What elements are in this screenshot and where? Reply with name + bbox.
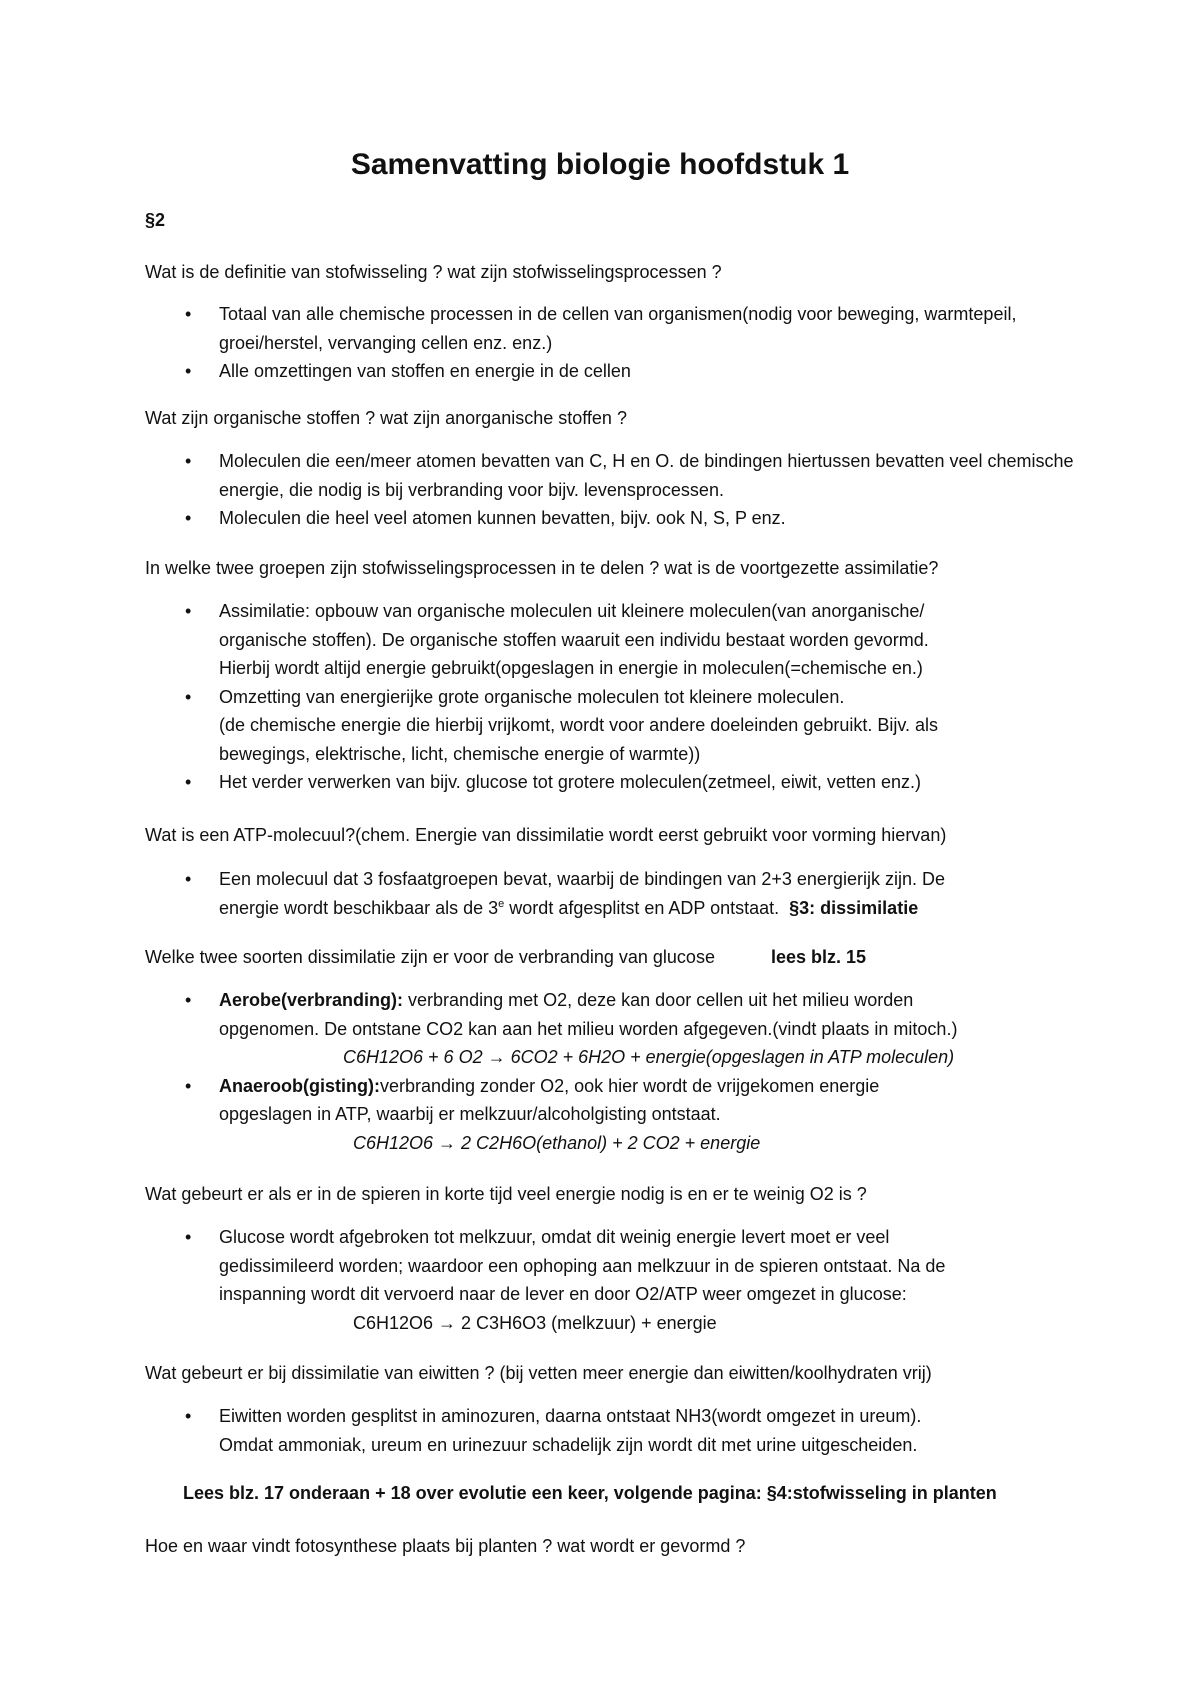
answer-list-2	[145, 447, 1085, 533]
list-item-text: Moleculen die heel veel atomen kunnen bevatten, bijv. ook N, S, P enz.	[219, 508, 786, 528]
list-item-text: verbranding met O2, deze kan door cellen uit het milieu worden	[403, 990, 914, 1010]
list-item-text: Alle omzettingen van stoffen en energie in de cellen	[219, 361, 631, 381]
reading-note: Lees blz. 17 onderaan + 18 over evolutie een keer, volgende pagina: §4:stofwisseling in planten	[183, 1483, 997, 1503]
section-3-heading: §3: dissimilatie	[789, 897, 919, 918]
chemical-equation: C6H12O6 → 2 C2H6O(ethanol) + 2 CO2 + energie	[353, 1132, 761, 1153]
list-item-text: Hierbij wordt altijd energie gebruikt(opgeslagen in energie in moleculen(=chemische en.)	[219, 658, 923, 678]
section-2-heading	[145, 206, 1085, 235]
list-item-text: Omdat ammoniak, ureum en urinezuur schadelijk zijn wordt dit met urine uitgescheiden.	[219, 1434, 918, 1455]
question-text-main: Welke twee soorten dissimilatie zijn er voor de verbranding van glucose	[145, 947, 715, 967]
bullet-icon: •	[185, 990, 192, 1010]
term-label: Aerobe(verbranding):	[219, 990, 404, 1010]
answer-list-4	[145, 865, 1085, 922]
list-item-text: inspanning wordt dit vervoerd naar de lever en door O2/ATP weer omgezet in glucose:	[219, 1284, 907, 1304]
term-label: Anaeroob(gisting):	[219, 1075, 380, 1096]
section-label: §2	[145, 210, 166, 230]
bullet-icon: •	[185, 601, 192, 621]
list-item-line	[219, 986, 1085, 1015]
answer-list-1	[145, 300, 1085, 386]
bullet-icon: •	[185, 869, 192, 889]
list-item	[145, 300, 1085, 357]
list-item	[145, 597, 1085, 683]
list-item	[145, 768, 1085, 797]
list-item-text: Het verder verwerken van bijv. glucose tot grotere moleculen(zetmeel, eiwit, vetten enz.)	[219, 772, 921, 792]
question-text: Hoe en waar vindt fotosynthese plaats bij planten ? wat wordt er gevormd ?	[145, 1536, 746, 1556]
list-item	[145, 865, 1085, 922]
list-item	[145, 683, 1085, 769]
list-item-text: Omzetting van energierijke grote organische moleculen tot kleinere moleculen.	[219, 686, 845, 707]
answer-list-3	[145, 597, 1085, 797]
answer-list-7	[145, 1402, 1085, 1459]
list-item	[145, 357, 1085, 386]
question-text: Wat gebeurt er als er in de spieren in korte tijd veel energie nodig is en er te weinig O2 is ?	[145, 1184, 867, 1204]
list-item-text: (de chemische energie die hierbij vrijkomt, wordt voor andere doeleinden gebruikt. Bijv. als	[219, 715, 939, 735]
bullet-icon: •	[185, 686, 192, 707]
list-item-text: Moleculen die een/meer atomen bevatten van C, H en O. de bindingen hiertussen bevatten veel chemische energie, die nodig is bij verbranding voor bijv. levensprocessen.	[219, 451, 1074, 500]
list-item-text: Eiwitten worden gesplitst in aminozuren, daarna ontstaat NH3(wordt omgezet in ureum).	[219, 1406, 922, 1426]
list-item-text: bewegings, elektrische, licht, chemische energie of warmte))	[219, 743, 701, 764]
list-item	[145, 447, 1085, 504]
list-item-text: Een molecuul dat 3 fosfaatgroepen bevat, waarbij de bindingen van 2+3 energierijk zijn. De	[219, 869, 945, 889]
bullet-icon: •	[185, 304, 192, 324]
list-item-text: organische stoffen). De organische stoffen waaruit een individu bestaat worden gevormd.	[219, 629, 929, 650]
list-item-text: gedissimileerd worden; waardoor een ophoping aan melkzuur in de spieren ontstaat. Na de	[219, 1255, 946, 1276]
question-block-8	[145, 1532, 1085, 1561]
question-text: Wat is de definitie van stofwisseling ? wat zijn stofwisselingsprocessen ?	[145, 262, 722, 282]
question-text: Wat gebeurt er bij dissimilatie van eiwitten ? (bij vetten meer energie dan eiwitten/koolhydraten vrij)	[145, 1363, 932, 1383]
list-item-text: opgeslagen in ATP, waarbij er melkzuur/alcoholgisting ontstaat.	[219, 1104, 721, 1124]
question-text: Wat zijn organische stoffen ? wat zijn anorganische stoffen ?	[145, 408, 627, 428]
question-block-1	[145, 258, 1085, 287]
question-block-3	[145, 554, 1085, 583]
list-item-text: opgenomen. De ontstane CO2 kan aan het milieu worden afgegeven.(vindt plaats in mitoch.)	[219, 1018, 958, 1039]
chemical-equation: C6H12O6 → 2 C3H6O3 (melkzuur) + energie	[353, 1312, 717, 1333]
bullet-icon: •	[185, 1406, 192, 1426]
question-block-4	[145, 821, 1085, 850]
answer-list-6	[145, 1223, 1085, 1337]
bullet-icon: •	[185, 1227, 192, 1247]
list-item-text: Glucose wordt afgebroken tot melkzuur, omdat dit weinig energie levert moet er veel	[219, 1227, 890, 1247]
bullet-icon: •	[185, 772, 192, 792]
list-item-text: wordt afgesplitst en ADP ontstaat.	[504, 897, 780, 918]
question-block-5	[145, 943, 1085, 972]
list-item-text: Assimilatie: opbouw van organische moleculen uit kleinere moleculen(van anorganische/	[219, 601, 925, 621]
list-item	[145, 1072, 1085, 1158]
answer-list-5	[145, 986, 1085, 1157]
list-item-line	[219, 1072, 1085, 1101]
question-block-7	[145, 1359, 1085, 1388]
list-item	[145, 1223, 1085, 1337]
bullet-icon: •	[185, 508, 192, 528]
superscript: e	[498, 897, 505, 910]
document-title: Samenvatting biologie hoofdstuk 1	[350, 148, 850, 181]
question-block-6	[145, 1180, 1085, 1209]
question-text	[145, 943, 1085, 972]
list-item-line	[219, 894, 1085, 923]
bullet-icon: •	[185, 361, 192, 381]
list-item	[145, 504, 1085, 533]
reading-note-block	[183, 1479, 1083, 1508]
bullet-icon: •	[185, 451, 192, 471]
list-item-text: verbranding zonder O2, ook hier wordt de vrijgekomen energie	[379, 1075, 880, 1096]
question-text: In welke twee groepen zijn stofwisselingsprocessen in te delen ? wat is de voortgezette assimilatie?	[145, 558, 939, 578]
bullet-icon: •	[185, 1075, 192, 1096]
reading-note: lees blz. 15	[770, 947, 867, 967]
list-item-text: energie wordt beschikbaar als de 3	[219, 897, 499, 918]
question-block-2	[145, 404, 1085, 433]
list-item	[145, 986, 1085, 1072]
list-item-text: Totaal van alle chemische processen in de cellen van organismen(nodig voor beweging, warmtepeil, groei/herstel, vervanging cellen enz. enz.)	[219, 304, 1017, 353]
chemical-equation: C6H12O6 + 6 O2 → 6CO2 + 6H2O + energie(opgeslagen in ATP moleculen)	[343, 1047, 955, 1067]
question-text: Wat is een ATP-molecuul?(chem. Energie van dissimilatie wordt eerst gebruikt voor vorming hiervan)	[145, 825, 947, 845]
list-item	[145, 1402, 1085, 1459]
